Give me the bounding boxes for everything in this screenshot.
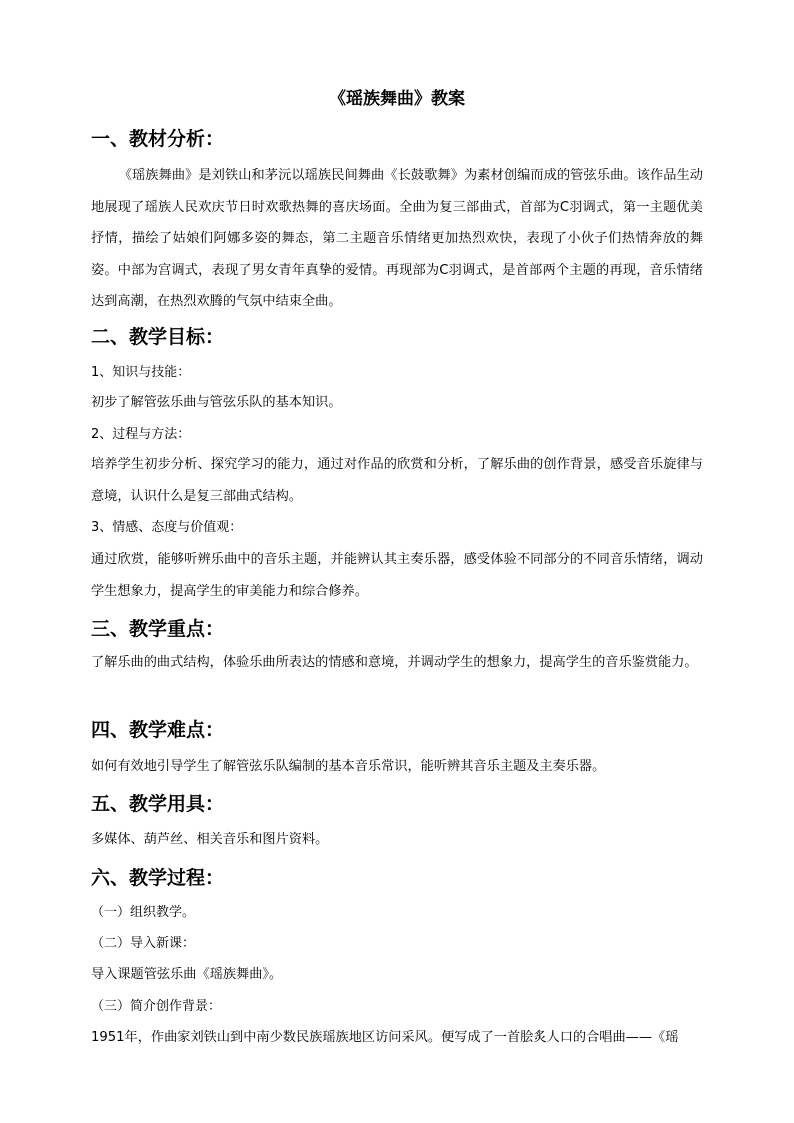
goal-2-text: 培养学生初步分析、探究学习的能力，通过对作品的欣赏和分析，了解乐曲的创作背景，感受音乐旋律与意境，认识什么是复三部曲式结构。 [91, 457, 703, 504]
process-step-1: （一）组织教学。 [91, 905, 196, 920]
section-heading-key-points: 三、教学重点： [91, 618, 225, 640]
goal-1-text: 初步了解管弦乐曲与管弦乐队的基本知识。 [91, 395, 342, 410]
section-heading-material-analysis: 一、教材分析： [91, 128, 225, 150]
process-step-2: （二）导入新课： [91, 936, 196, 951]
document-title: 《瑶族舞曲》教案 [329, 89, 465, 109]
section-heading-teaching-process: 六、教学过程： [91, 867, 225, 889]
section-heading-difficulties: 四、教学难点： [91, 719, 225, 741]
goal-3-text: 通过欣赏，能够听辨乐曲中的音乐主题，并能辨认其主奏乐器，感受体验不同部分的不同音乐情绪，调动学生想象力，提高学生的审美能力和综合修养。 [91, 552, 703, 599]
key-points-text: 了解乐曲的曲式结构，体验乐曲所表达的情感和意境，并调动学生的想象力，提高学生的音乐鉴赏能力。 [91, 655, 698, 670]
material-analysis-text: 《瑶族舞曲》是刘铁山和茅沅以瑶族民间舞曲《长鼓歌舞》为素材创编而成的管弦乐曲。该作品生动地展现了瑶族人民欢庆节日时欢歌热舞的喜庆场面。全曲为复三部曲式，首部为C羽调式，第一主题优美抒情，描绘了姑娘们阿娜多姿的舞态，第二主题音乐情绪更加热烈欢快，表现了小伙子们热情奔放的舞姿。中部为宫调式，表现了男女青年真挚的爱情。再现部为C羽调式，是首部两个主题的再现，音乐情绪达到高潮，在热烈欢腾的气氛中结束全曲。 [91, 168, 703, 309]
goal-3-label: 3、情感、态度与价值观： [91, 520, 243, 535]
section-heading-teaching-tools: 五、教学用具： [91, 793, 225, 815]
difficulties-text: 如何有效地引导学生了解管弦乐队编制的基本音乐常识，能听辨其音乐主题及主奏乐器。 [91, 759, 606, 774]
section-heading-teaching-goals: 二、教学目标： [91, 326, 225, 348]
process-step-3-text: 1951年，作曲家刘铁山到中南少数民族瑶族地区访问采风。便写成了一首脍炙人口的合唱曲——《瑶 [91, 1030, 679, 1045]
teaching-tools-text: 多媒体、葫芦丝、相关音乐和图片资料。 [91, 832, 329, 847]
process-step-3: （三）简介创作背景： [91, 999, 222, 1014]
goal-2-label: 2、过程与方法： [91, 427, 191, 442]
process-step-2-text: 导入课题管弦乐曲《瑶族舞曲》。 [91, 967, 283, 982]
goal-1-label: 1、知识与技能： [91, 365, 191, 380]
